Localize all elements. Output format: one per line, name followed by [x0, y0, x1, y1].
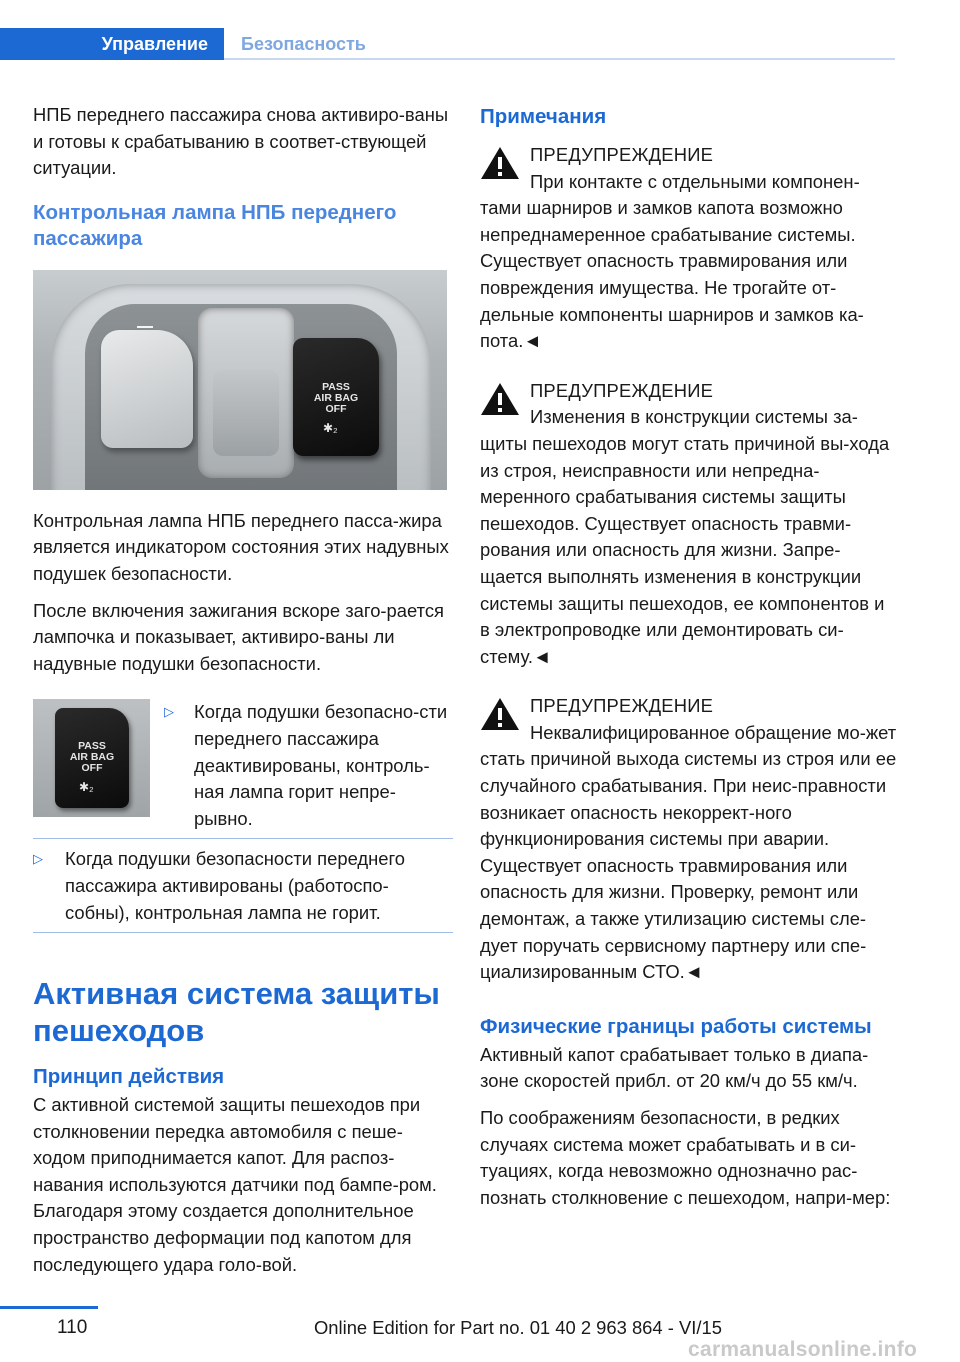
page-number: 110	[57, 1317, 88, 1338]
seat-airbag-icon: ✱₂	[323, 420, 338, 435]
bullet-first-wrap	[164, 699, 453, 832]
triangle-bullet-icon: ▷	[33, 851, 43, 867]
lamp-heading: Контрольная лампа НПБ переднего пассажира	[33, 200, 397, 250]
limits-paragraph-2: По соображениям безопасности, в редких случаях система может срабатывать и в си-туациях, когда невозможно однозначно рас-познать столкновение с пешеходом, напри-мер:	[480, 1107, 891, 1208]
tab-safety[interactable]: Безопасность	[224, 28, 895, 60]
bullet-divider	[33, 838, 453, 839]
photo-pass-label: PASS AIR BAG OFF	[313, 380, 359, 415]
airbag-switch-photo	[33, 270, 447, 490]
small-pass-label: PASS AIR BAG OFF	[69, 740, 115, 775]
bullet-deactivated-text: Когда подушки безопасно-сти переднего пассажира деактивированы, контроль-ная лампа горит непре-рывно.	[194, 701, 448, 829]
edition-text: Online Edition for Part no. 01 40 2 963 864 - VI/15	[314, 1317, 722, 1338]
notes-heading: Примечания	[480, 105, 607, 128]
warning-text: При контакте с отдельными компонен-тами шарниров и замков капота возможно непреднамеренное срабатывание системы. Существует опасность травмирования или повреждения имущества. Не трогайте от-дельные компоненты шарниров и замков ка-пота.◄	[480, 170, 864, 352]
warning-text: Неквалифицированное обращение мо-жет стать причиной выхода системы из строя или ее случайного срабатывания. При неис-правности возникает опасность некоррект-ного функционирования системы при аварии. Существует опасность травмирования или опасность для жизни. Проверку, ремонт или демонтаж, а также утилизацию системы сле-дует поручать сервисному партнеру или спе-циализированным СТО.◄	[480, 721, 897, 983]
warning-block	[480, 142, 898, 355]
tab-control[interactable]: Управление	[0, 28, 224, 60]
intro-paragraph: НПБ переднего пассажира снова активиро-ваны и готовы к срабатыванию в соответ-ствующей ситуации.	[33, 104, 449, 179]
bullet-activated-text: Когда подушки безопасности переднего пассажира активированы (работоспо-собны), контрольная лампа не горит.	[65, 848, 406, 923]
right-column	[480, 102, 898, 1211]
limits-heading: Физические границы работы системы	[480, 1014, 872, 1038]
warning-label: ПРЕДУПРЕЖДЕНИЕ	[530, 144, 714, 165]
section-heading: Активная система защиты пешеходов	[33, 976, 440, 1049]
warning-label: ПРЕДУПРЕЖДЕНИЕ	[530, 379, 714, 401]
list-item	[164, 699, 453, 832]
limits-paragraph-1: Активный капот срабатывает только в диапа-зоне скоростей прибл. от 20 км/ч до 55 км/ч.	[480, 1043, 869, 1092]
warning-text: Изменения в конструкции системы за-щиты пешеходов могут стать причиной вы-хода из строя, неисправности или непредна-меренного срабатывания системы защиты пешеходов. Существует опасность травми-рования или опасность для жизни. Запре-щается выполнять изменения в конструкции системы защиты пешеходов, ее компонентов и в электропроводке или демонтировать си-стему.◄	[480, 406, 890, 667]
footer-rule	[0, 1306, 98, 1309]
photo-center-slot-inner	[213, 370, 279, 456]
warning-label: ПРЕДУПРЕЖДЕНИЕ	[530, 695, 714, 717]
left-column	[33, 102, 453, 1278]
small-seat-airbag-icon: ✱₂	[79, 780, 94, 795]
section-tabs	[0, 28, 895, 60]
lamp-paragraph: Контрольная лампа НПБ переднего пасса-жира является индикатором состояния этих надувных подушек безопасности.	[33, 509, 449, 584]
warning-triangle-icon	[480, 381, 520, 417]
watermark: carmanualsonline.info	[688, 1338, 918, 1361]
warning-block	[480, 378, 898, 671]
photo-indicator-dash	[137, 326, 153, 328]
photo-left-button	[101, 330, 193, 448]
lamp-bullets-row	[33, 699, 453, 832]
principle-heading: Принцип действия	[33, 1065, 225, 1089]
warning-block	[480, 693, 898, 986]
pass-airbag-lamp-image	[33, 699, 150, 817]
warning-triangle-icon	[480, 696, 520, 732]
bullet-divider	[33, 932, 453, 933]
list-item	[33, 846, 453, 926]
principle-paragraph: С активной системой защиты пешеходов при столкновении передка автомобиля с пеше-ходом приподнимается капот. Для распоз-навания используются датчики под бампе-ром. Благодаря этому создается дополнительное пространство деформации под капотом для последующего удара голо-вой.	[33, 1094, 437, 1275]
warning-triangle-icon	[480, 145, 520, 181]
ignition-paragraph: После включения зажигания вскоре заго-рается лампочка и показывает, активиро-ваны ли надувные подушки безопасности.	[33, 599, 444, 674]
triangle-bullet-icon: ▷	[164, 704, 174, 720]
